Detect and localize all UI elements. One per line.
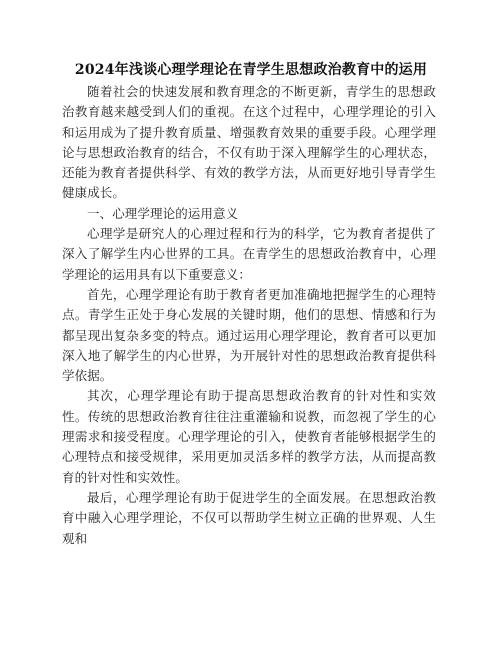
body-paragraph: 心理学是研究人的心理过程和行为的科学，它为教育者提供了深入了解学生内心世界的工具。在青学生的思想政治教育中，心理学理论的运用具有以下重要意义： bbox=[62, 226, 436, 282]
body-paragraph: 首先，心理学理论有助于教育者更加准确地把握学生的心理特点。青学生正处于身心发展的关键时期，他们的思想、情感和行为都呈现出复杂多变的特点。通过运用心理学理论，教育者可以更加深入地了解学生的内心世界，为开展针对性的思想政治教育提供科学依据。 bbox=[62, 286, 436, 384]
body-paragraph: 最后，心理学理论有助于促进学生的全面发展。在思想政治教育中融入心理学理论，不仅可以帮助学生树立正确的世界观、人生观和 bbox=[62, 489, 436, 546]
body-paragraph: 其次，心理学理论有助于提高思想政治教育的针对性和实效性。传统的思想政治教育往往注重灌输和说教，而忽视了学生的心理需求和接受程度。心理学理论的引入，使教育者能够根据学生的心理特点和接受规律，采用更加灵活多样的教学方法，从而提高教育的针对性和实效性。 bbox=[62, 388, 436, 485]
document-title: 2024年浅谈心理学理论在青学生思想政治教育中的运用 bbox=[74, 62, 428, 78]
section-heading: 一、心理学理论的运用意义 bbox=[87, 205, 239, 221]
document-body bbox=[62, 82, 436, 549]
intro-paragraph: 随着社会的快速发展和教育理念的不断更新，青学生的思想政治教育越来越受到人们的重视。在这个过程中，心理学理论的引入和运用成为了提升教育质量、增强教育效果的重要手段。心理学理论与思想政治教育的结合，不仅有助于深入理解学生的心理状态，还能为教育者提供科学、有效的教学方法，从而更好地引导青学生健康成长。 bbox=[62, 84, 436, 201]
